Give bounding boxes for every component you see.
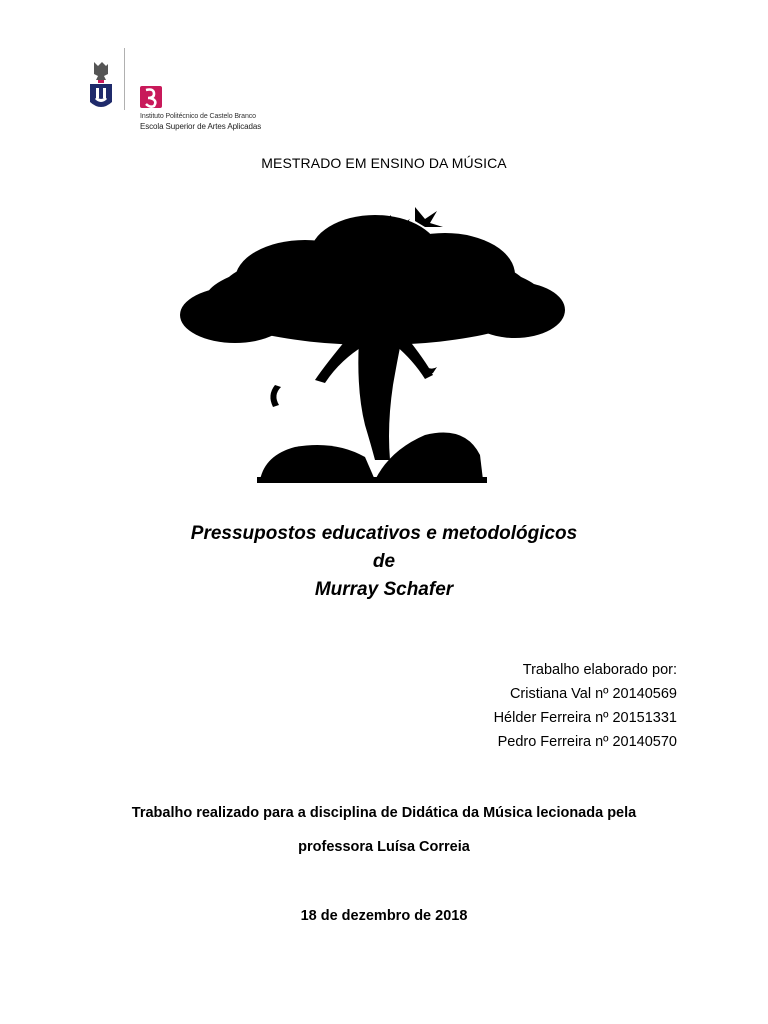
authors-block xyxy=(494,658,677,754)
esart-logo-icon xyxy=(140,84,164,110)
author-item: Pedro Ferreira nº 20140570 xyxy=(497,734,677,750)
title-line-1: Pressupostos educativos e metodológicos xyxy=(190,523,578,544)
author-item: Hélder Ferreira nº 20151331 xyxy=(493,710,677,726)
tree-silhouette-illustration xyxy=(175,185,575,490)
ipcb-crest-icon xyxy=(86,60,116,112)
institution-logos xyxy=(86,46,286,136)
school-name: Escola Superior de Artes Aplicadas xyxy=(140,122,262,131)
logo-divider xyxy=(124,48,125,110)
course-line-1: Trabalho realizado para a disciplina de Didática da Música lecionada pela xyxy=(131,805,637,821)
authors-heading: Trabalho elaborado por: xyxy=(522,662,677,678)
institution-name: Instituto Politécnico de Castelo Branco xyxy=(140,113,256,120)
document-date: 18 de dezembro de 2018 xyxy=(300,908,468,924)
title-line-3: Murray Schafer xyxy=(314,579,454,600)
program-title: MESTRADO EM ENSINO DA MÚSICA xyxy=(261,155,507,171)
document-title xyxy=(0,520,768,604)
author-item: Cristiana Val nº 20140569 xyxy=(509,686,677,702)
course-description xyxy=(0,796,768,864)
title-line-2: de xyxy=(372,551,396,572)
course-line-2: professora Luísa Correia xyxy=(298,839,470,855)
